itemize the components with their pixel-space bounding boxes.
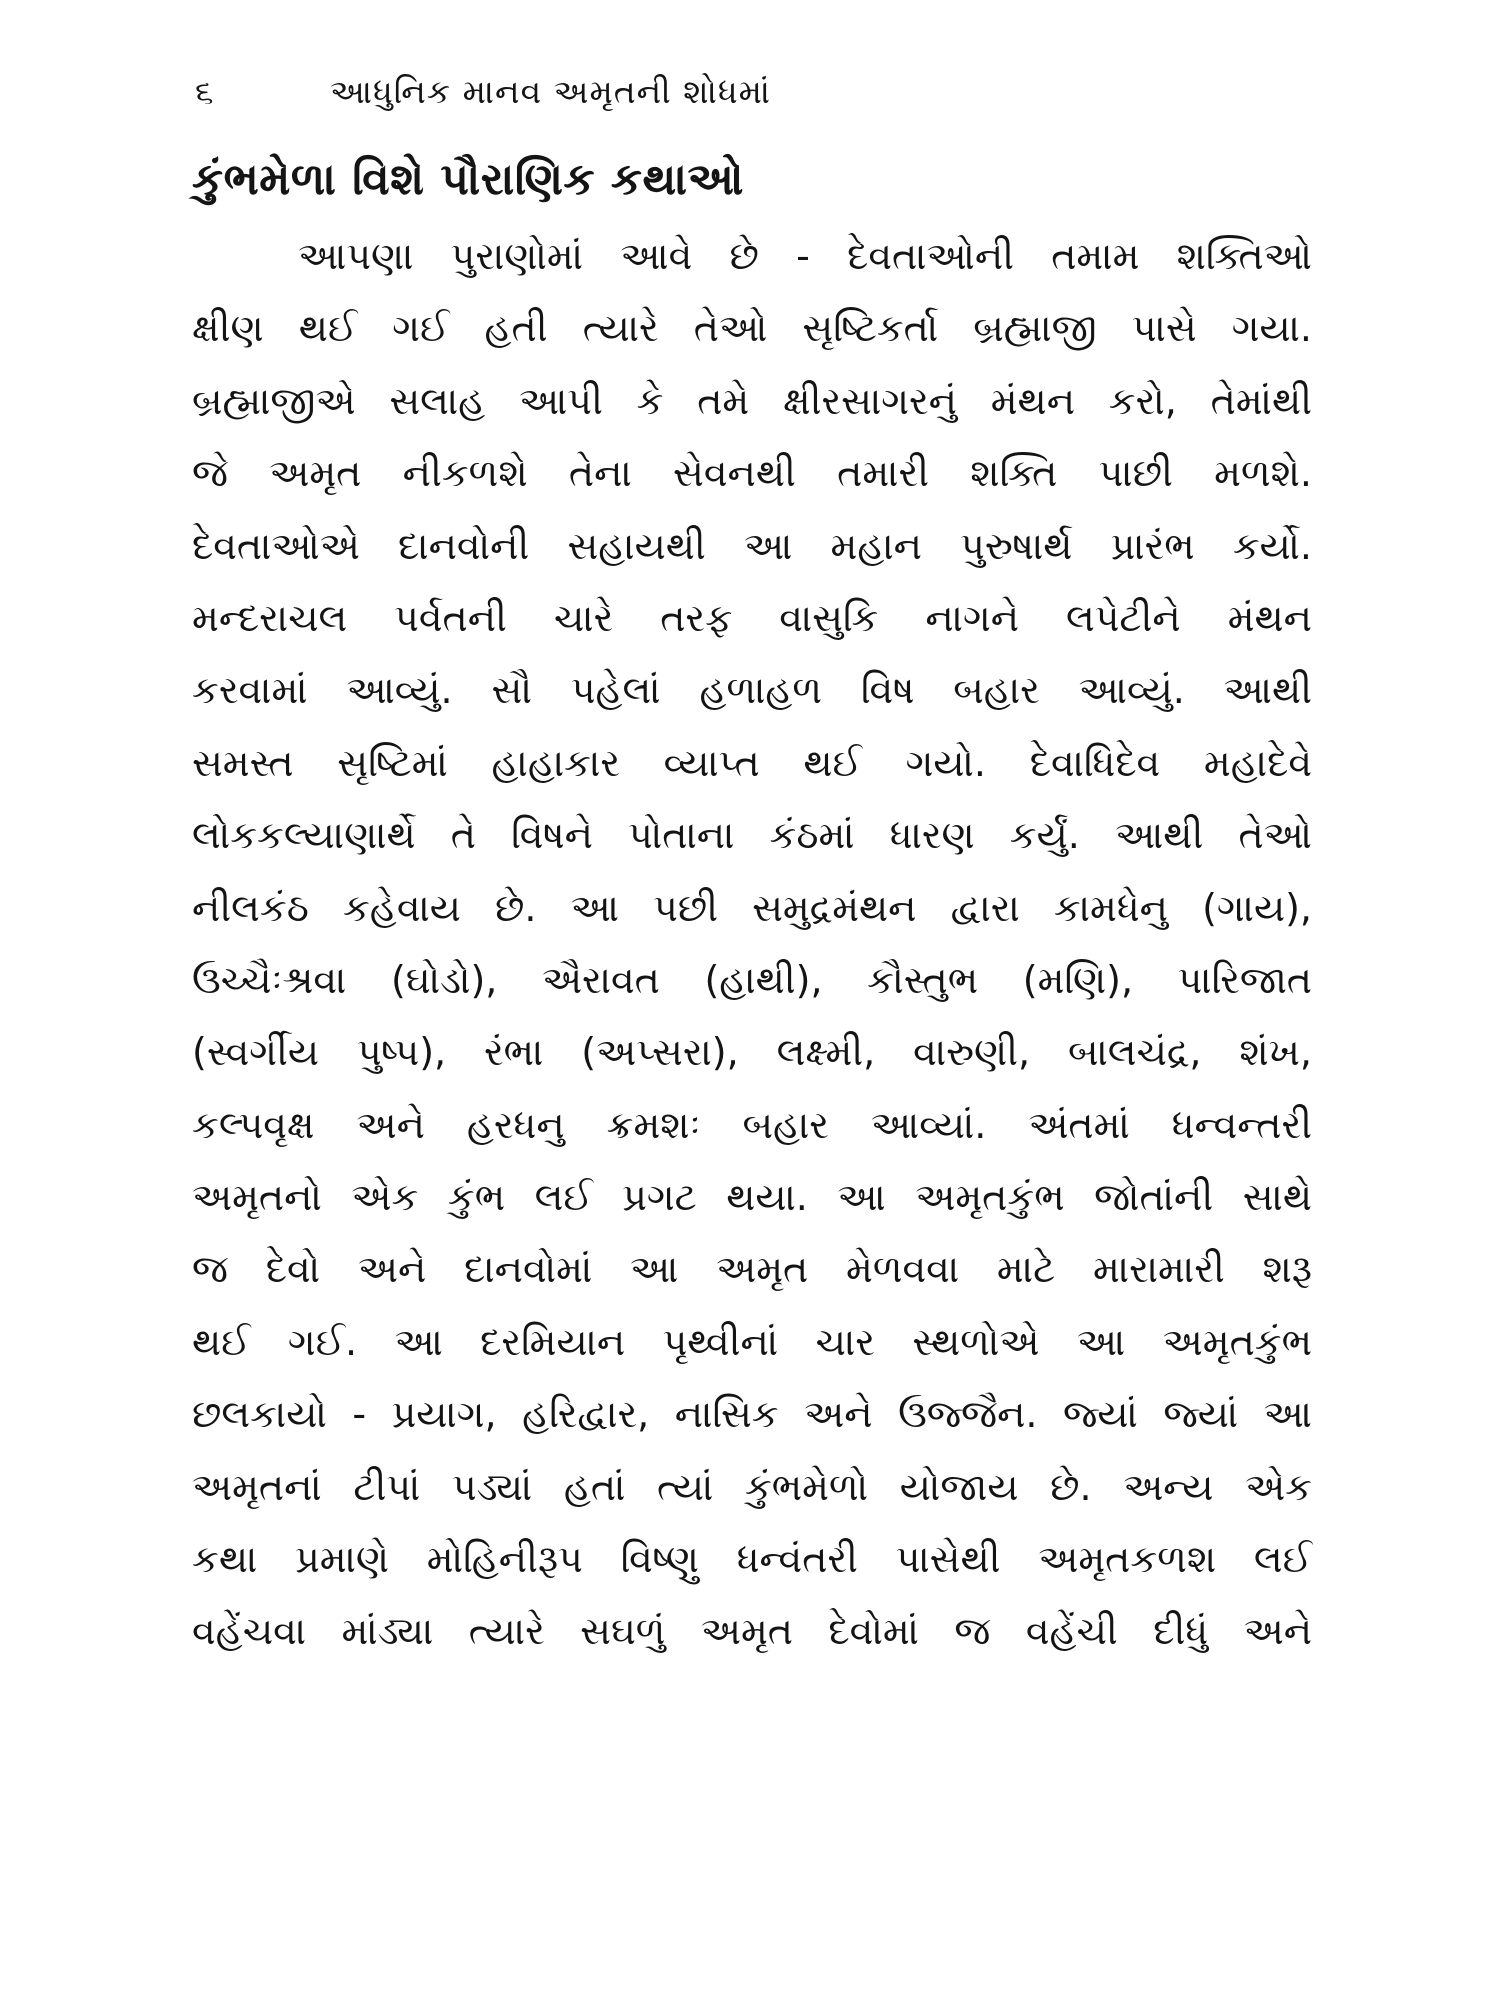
text-line: કલ્પવૃક્ષ અને હરધનુ ક્રમશઃ બહાર આવ્યાં. અંતમાં ધન્વન્તરી — [192, 1102, 1312, 1147]
text-line: મન્દરાચલ પર્વતની ચારે તરફ વાસુકિ નાગને લપેટીને મંથન — [192, 595, 1312, 640]
text-line: આપણા પુરાણોમાં આવે છે - દેવતાઓની તમામ શક્તિઓ — [298, 234, 1312, 278]
text-line: વહેંચવા માંડ્યા ત્યારે સઘળું અમૃત દેવોમાં જ વહેંચી દીધું અને — [192, 1609, 1312, 1654]
text-line: જ દેવો અને દાનવોમાં આ અમૃત મેળવવા માટે મારામારી શરૂ — [192, 1247, 1312, 1292]
text-line: છલકાયો - પ્રયાગ, હરિદ્વાર, નાસિક અને ઉજ્જૈન. જ્યાં જ્યાં આ — [192, 1392, 1312, 1437]
text-line: જે અમૃત નીકળશે તેના સેવનથી તમારી શક્તિ પાછી મળશે. — [192, 451, 1312, 496]
section-title: કુંભમેળા વિશે પૌરાણિક કથાઓ — [192, 154, 744, 205]
text-line: કથા પ્રમાણે મોહિનીરૂપ વિષ્ણુ ધન્વંતરી પાસેથી અમૃતકળશ લઈ — [192, 1537, 1312, 1582]
text-line: (સ્વર્ગીય પુષ્પ), રંભા (અપ્સરા), લક્ષ્મી, વારુણી, બાલચંદ્ર, શંખ, — [192, 1030, 1312, 1075]
text-line: ક્ષીણ થઈ ગઈ હતી ત્યારે તેઓ સૃષ્ટિકર્તા બ્રહ્માજી પાસે ગયા. — [192, 306, 1312, 351]
body-paragraph — [192, 220, 1312, 1668]
text-line: નીલકંઠ કહેવાય છે. આ પછી સમુદ્રમંથન દ્વારા કામધેનુ (ગાય), — [192, 885, 1312, 930]
page-number: ૬ — [195, 72, 215, 111]
text-line: લોકકલ્યાણાર્થે તે વિષને પોતાના કંઠમાં ધારણ કર્યું. આથી તેઓ — [192, 813, 1312, 858]
text-line: સમસ્ત સૃષ્ટિમાં હાહાકાર વ્યાપ્ત થઈ ગયો. દેવાધિદેવ મહાદેવે — [192, 740, 1312, 785]
text-line: અમૃતનો એક કુંભ લઈ પ્રગટ થયા. આ અમૃતકુંભ જોતાંની સાથે — [192, 1175, 1312, 1220]
text-line: અમૃતનાં ટીપાં પડ્યાં હતાં ત્યાં કુંભમેળો યોજાય છે. અન્ય એક — [192, 1464, 1312, 1509]
running-title: આધુનિક માનવ અમૃતની શોધમાં — [330, 72, 772, 111]
text-line: બ્રહ્માજીએ સલાહ આપી કે તમે ક્ષીરસાગરનું મંથન કરો, તેમાંથી — [192, 378, 1312, 423]
text-line: થઈ ગઈ. આ દરમિયાન પૃથ્વીનાં ચાર સ્થળોએ આ અમૃતકુંભ — [192, 1319, 1312, 1364]
running-header — [195, 62, 771, 122]
text-line: ઉચ્ચૈઃશ્રવા (ઘોડો), ઐરાવત (હાથી), કૌસ્તુભ (મણિ), પારિજાત — [192, 957, 1312, 1002]
text-line: કરવામાં આવ્યું. સૌ પહેલાં હળાહળ વિષ બહાર આવ્યું. આથી — [192, 668, 1312, 713]
text-line: દેવતાઓએ દાનવોની સહાયથી આ મહાન પુરુષાર્થ પ્રારંભ કર્યો. — [192, 523, 1312, 568]
